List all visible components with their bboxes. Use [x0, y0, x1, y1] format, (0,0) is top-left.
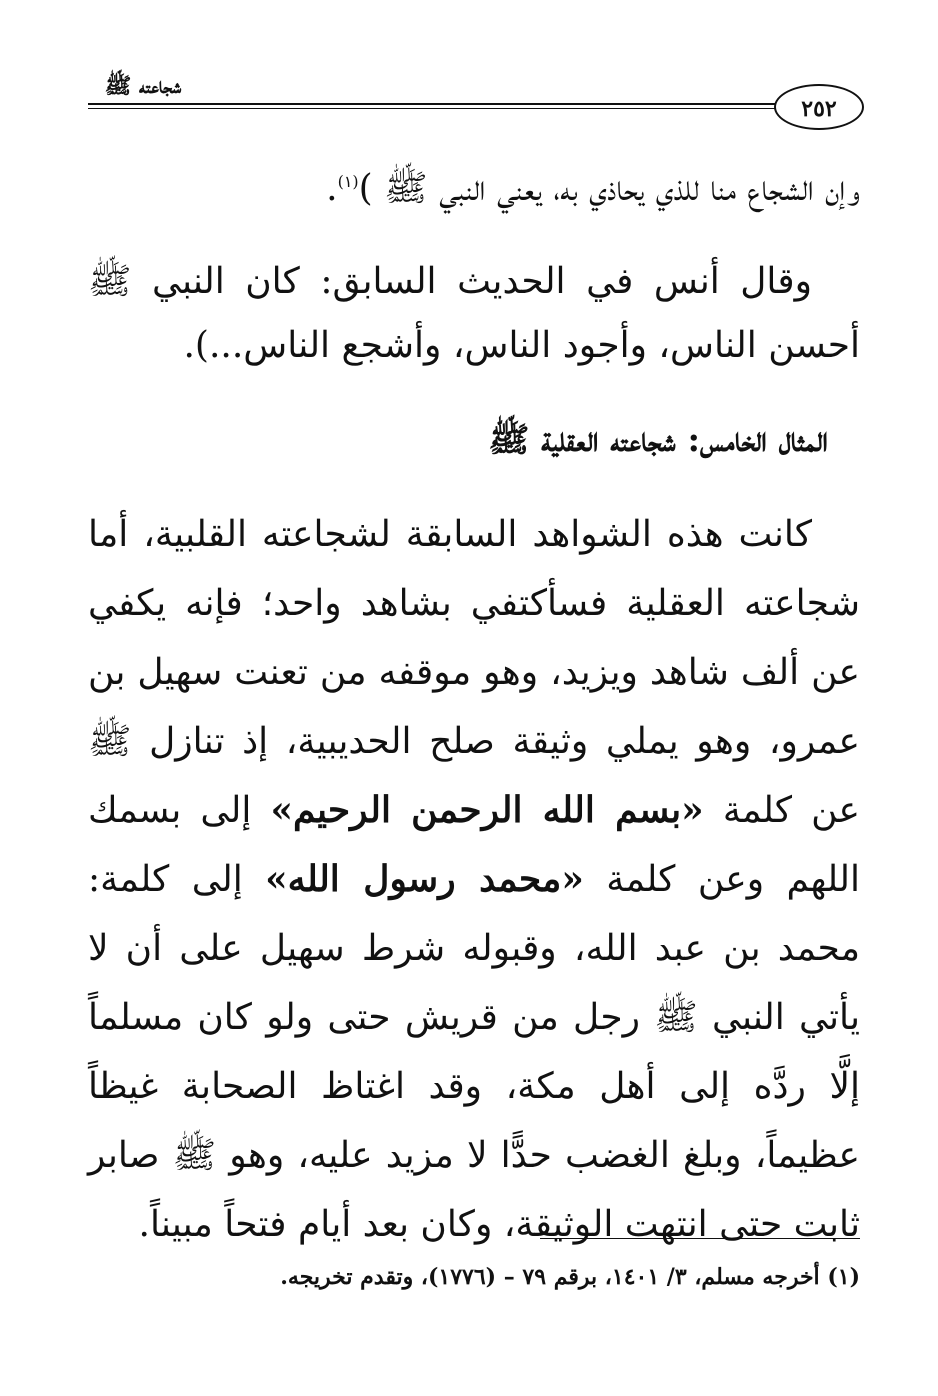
footnote-rule [540, 1238, 860, 1239]
basmala-quote: «بسم الله الرحمن الرحيم» [270, 789, 704, 831]
running-head: شجاعته ﷺ [104, 73, 182, 99]
paragraph-1-text: وإن الشجاع منا للذي يحاذي به، يعني النبي ﷺ ) [358, 168, 860, 209]
paragraph-3-part-a: كانت هذه الشواهد السابقة لشجاعته القلبية، أما شجاعته العقلية فسأكتفي بشاهد واحد؛ فإنه يكفي عن ألف شاهد ويزيد، وهو موقفه من تعنت سهيل بن عمرو، وهو يملي وثيقة صلح الحديبية، إذ تنازل ﷺ عن كلمة [88, 514, 860, 831]
header-rule-thin [88, 108, 778, 109]
paragraph-3 [88, 500, 860, 1259]
paragraph-2: وقال أنس في الحديث السابق: كان النبي ﷺ أحسن الناس، وأجود الناس، وأشجع الناس...). [88, 261, 860, 366]
footnote-ref: (١) [337, 172, 359, 191]
paragraph-3-part-b: إلى بسمك اللهم وعن كلمة [88, 790, 860, 900]
paragraph-3-part-c: إلى كلمة: محمد بن عبد الله، وقبوله شرط سهيل على أن لا يأتي النبي ﷺ رجل من قريش حتى ولو كان مسلماً إلَّا ردَّه إلى أهل مكة، وقد اغتاظ الصحابة غيظاً عظيماً، وبلغ الغضب حدًّا لا مزيد عليه، وهو ﷺ صابر ثابت حتى انتهت الوثيقة، وكان بعد أيام فتحاً مبيناً. [88, 859, 860, 1245]
header-rule [88, 103, 778, 105]
footnote: (١) أخرجه مسلم، ٣/ ١٤٠١، برقم ٧٩ – (١٧٧٦)، وتقدم تخريجه. [280, 1264, 860, 1290]
section-heading: المثال الخامس: شجاعته العقلية ﷺ [488, 420, 828, 460]
paragraph-1 [88, 150, 860, 221]
page-number: ٢٥٢ [774, 84, 864, 130]
paragraph-1-end: . [326, 168, 338, 209]
muhammad-rasul-quote: «محمد رسول الله» [265, 858, 584, 900]
